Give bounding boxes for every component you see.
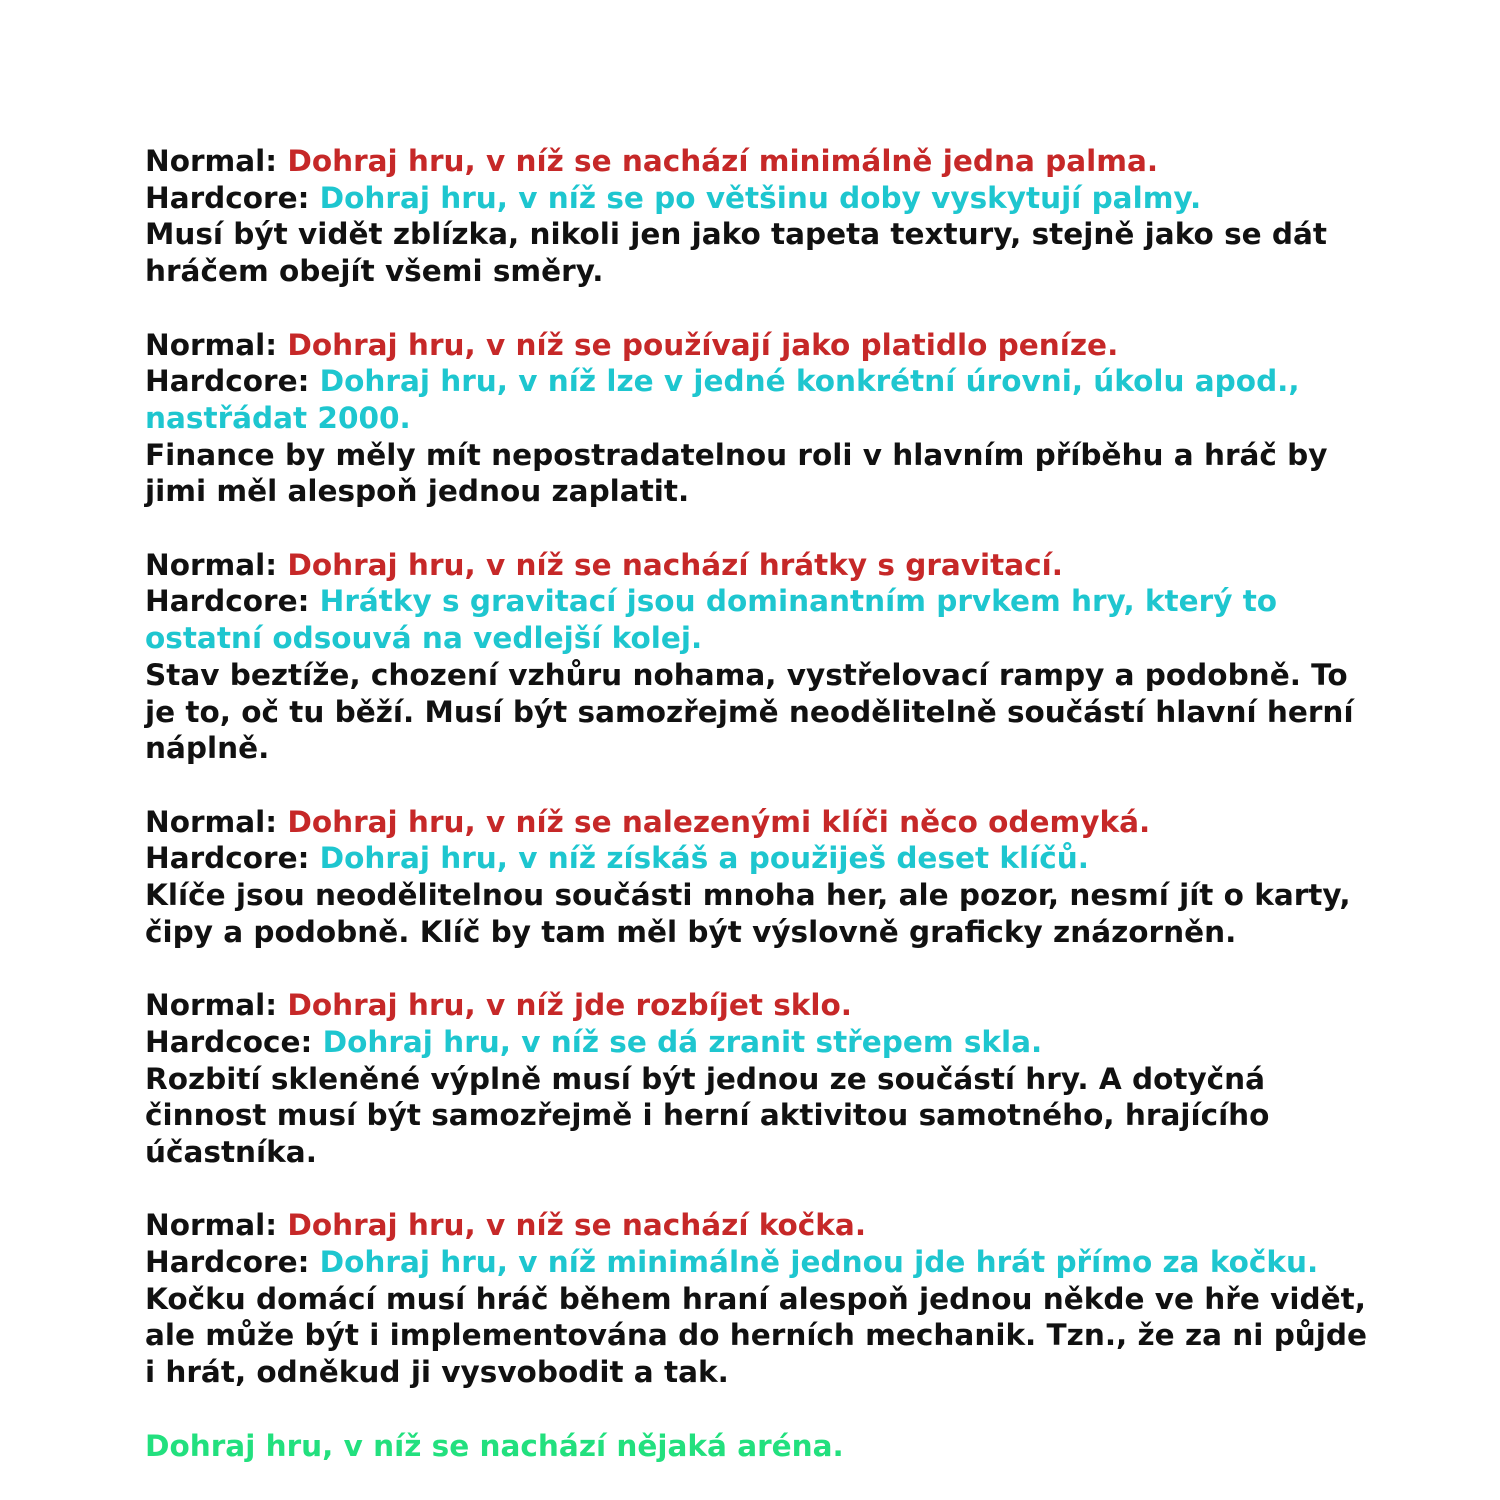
description-text: Kočku domácí musí hráč během hraní alespoň jednou někde ve hře vidět, ale může být i implementována do herních mechanik. Tzn., že za ni půjde i hrát, odněkud ji vysvobodit a tak. (145, 1281, 1368, 1390)
normal-label: Normal: (145, 988, 278, 1023)
challenge-block-cat (145, 1207, 1375, 1391)
hardcore-label: Hardcore: (145, 841, 310, 876)
hardcore-label: Hardcoce: (145, 1024, 313, 1059)
hardcore-label: Hardcore: (145, 584, 310, 619)
hardcore-line (145, 840, 1375, 877)
normal-text: Dohraj hru, v níž jde rozbíjet sklo. (287, 988, 852, 1023)
normal-line (145, 143, 1375, 180)
normal-label: Normal: (145, 804, 278, 839)
hardcore-text: Dohraj hru, v níž se po většinu doby vyskytují palmy. (319, 180, 1202, 215)
hardcore-text: Dohraj hru, v níž lze v jedné konkrétní úrovni, úkolu apod., nastřádat 2000. (145, 364, 1300, 435)
normal-text: Dohraj hru, v níž se nachází kočka. (287, 1208, 867, 1243)
hardcore-text: Dohraj hru, v níž minimálně jednou jde hrát přímo za kočku. (319, 1245, 1319, 1280)
description-text: Stav beztíže, chození vzhůru nohama, vystřelovací rampy a podobně. To je to, oč tu běží. Musí být samozřejmě neodělitelně součástí hlavní herní náplně. (145, 657, 1354, 766)
normal-label: Normal: (145, 547, 278, 582)
normal-line (145, 327, 1375, 364)
normal-text: Dohraj hru, v níž se používají jako platidlo peníze. (287, 327, 1119, 362)
challenge-block-palm (145, 143, 1375, 290)
normal-line (145, 804, 1375, 841)
normal-text: Dohraj hru, v níž se nachází minimálně jedna palma. (287, 144, 1159, 178)
normal-text: Dohraj hru, v níž se nachází hrátky s gravitací. (287, 547, 1063, 582)
challenge-block-gravity (145, 547, 1375, 767)
hardcore-label: Hardcore: (145, 1245, 310, 1280)
normal-label: Normal: (145, 144, 278, 178)
hardcore-line (145, 363, 1375, 436)
hardcore-line (145, 1244, 1375, 1281)
document-page (145, 143, 1375, 1464)
description-text: Rozbití skleněné výplně musí být jednou ze součástí hry. A dotyčná činnost musí být samozřejmě i herní aktivitou samotného, hrajícího účastníka. (145, 1061, 1270, 1169)
challenge-block-money (145, 327, 1375, 511)
normal-label: Normal: (145, 1208, 278, 1243)
hardcore-text: Dohraj hru, v níž získáš a použiješ deset klíčů. (319, 841, 1089, 876)
description-text: Musí být vidět zblízka, nikoli jen jako tapeta textury, stejně jako se dát hráčem obejít všemi směry. (145, 217, 1328, 289)
normal-label: Normal: (145, 327, 278, 362)
description-text: Klíče jsou neodělitelnou součásti mnoha her, ale pozor, nesmí jít o karty, čipy a podobně. Klíč by tam měl být výslovně graficky znázorněn. (145, 878, 1351, 949)
normal-line (145, 547, 1375, 584)
hardcore-text: Hrátky s gravitací jsou dominantním prvkem hry, který to ostatní odsouvá na vedlejší kolej. (145, 584, 1278, 656)
hardcore-line (145, 180, 1375, 217)
hardcore-label: Hardcore: (145, 364, 310, 399)
normal-line (145, 987, 1375, 1024)
challenge-block-glass (145, 987, 1375, 1171)
final-challenge-line: Dohraj hru, v níž se nachází nějaká aréna. (145, 1428, 844, 1463)
hardcore-label: Hardcore: (145, 180, 310, 215)
hardcore-text: Dohraj hru, v níž se dá zranit střepem skla. (322, 1024, 1043, 1059)
hardcore-line (145, 583, 1375, 656)
hardcore-line (145, 1024, 1375, 1061)
challenge-block-keys (145, 804, 1375, 951)
normal-text: Dohraj hru, v níž se nalezenými klíči něco odemyká. (287, 804, 1151, 839)
normal-line (145, 1207, 1375, 1244)
description-text: Finance by měly mít nepostradatelnou roli v hlavním příběhu a hráč by jimi měl alespoň jednou zaplatit. (145, 437, 1328, 509)
